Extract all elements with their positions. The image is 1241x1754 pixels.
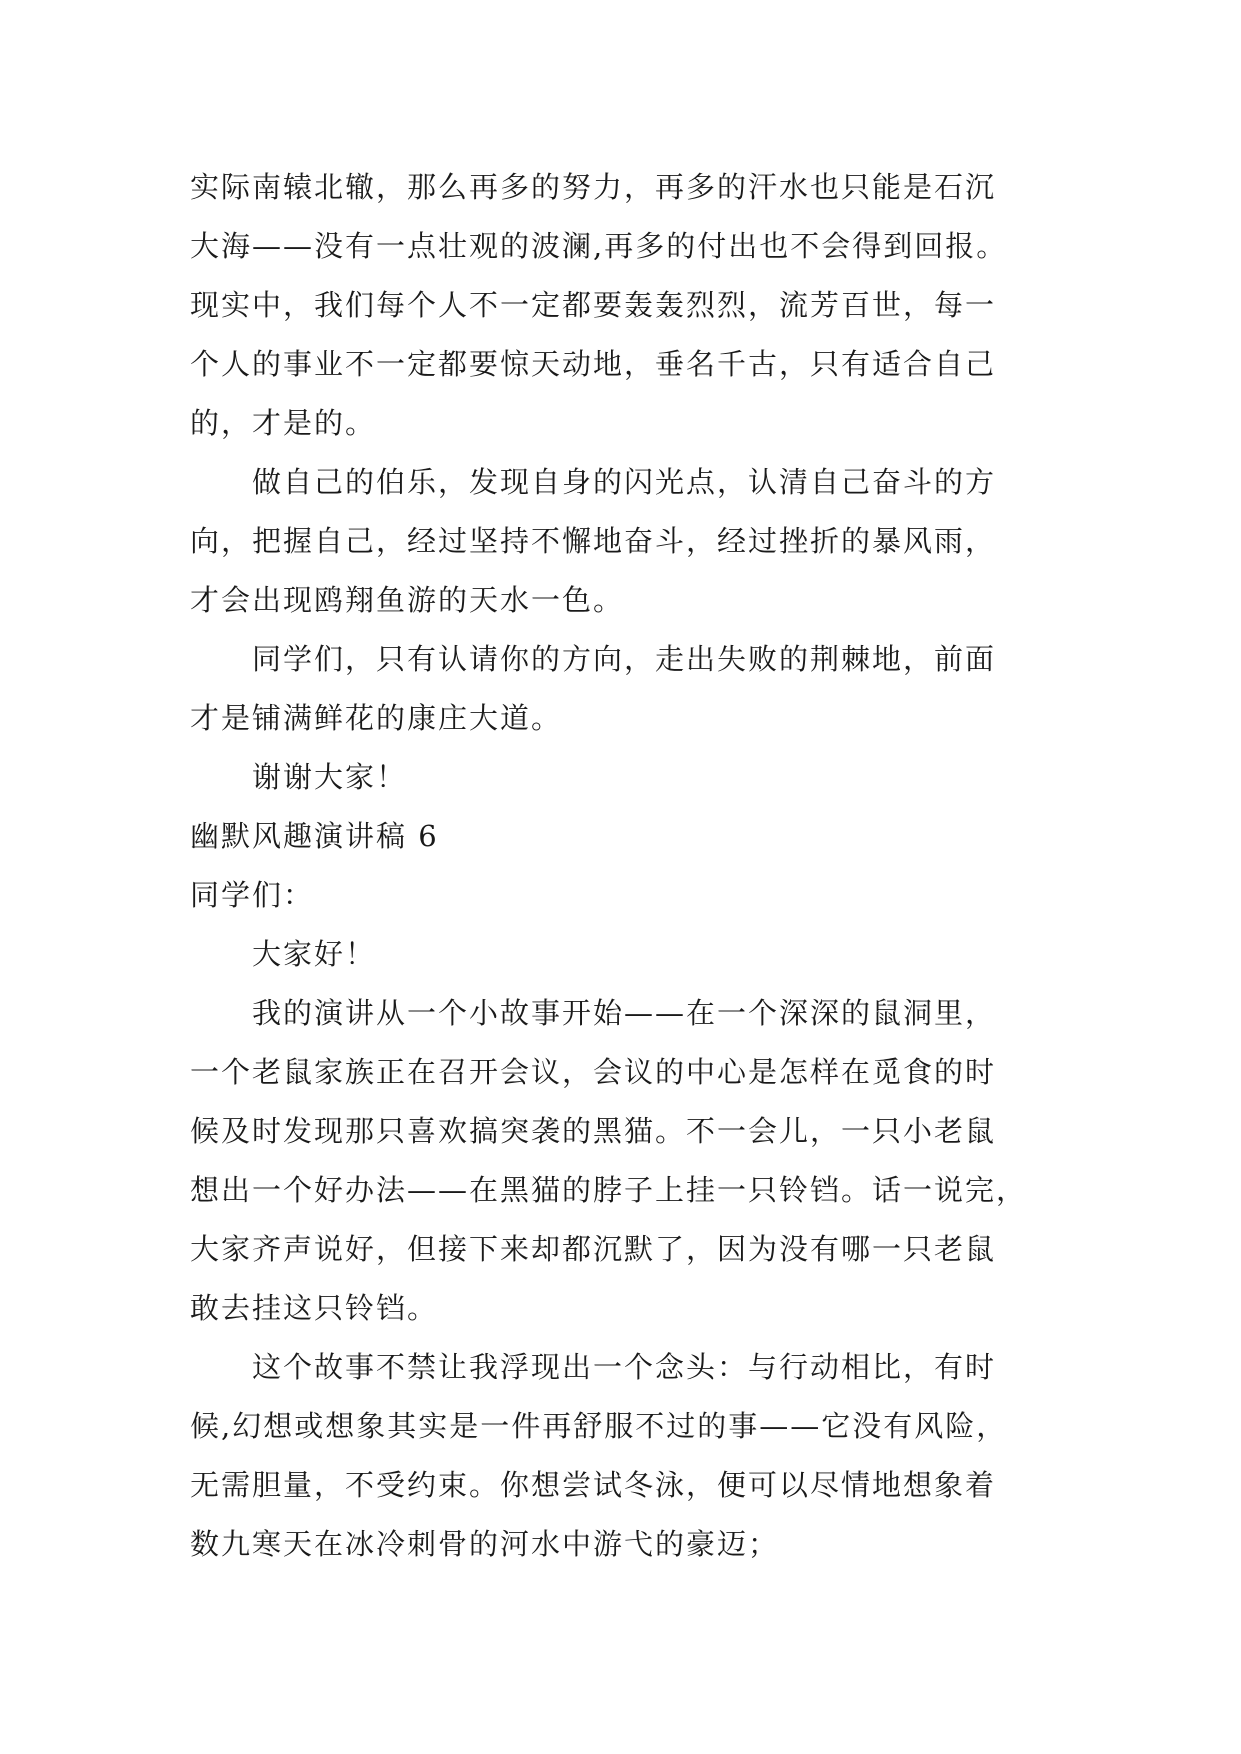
paragraph-first-line: 做自己的伯乐，发现自身的闪光点，认清自己奋斗的方 [252, 465, 997, 499]
text-line: 大海——没有一点壮观的波澜,再多的付出也不会得到回报。 [190, 229, 1008, 263]
text-line: 现实中，我们每个人不一定都要轰轰烈烈，流芳百世，每一 [190, 288, 997, 322]
text-line: 个人的事业不一定都要惊天动地，垂名千古，只有适合自己 [190, 347, 997, 381]
closing-line: 谢谢大家！ [252, 760, 408, 794]
text-line: 无需胆量，不受约束。你想尝试冬泳，便可以尽情地想象着 [190, 1468, 997, 1502]
document-body [190, 158, 1070, 1574]
text-line: 才是铺满鲜花的康庄大道。 [190, 701, 563, 735]
text-line: 向，把握自己，经过坚持不懈地奋斗，经过挫折的暴风雨， [190, 524, 997, 558]
section-heading: 幽默风趣演讲稿 6 [190, 819, 439, 853]
paragraph-first-line: 同学们，只有认请你的方向，走出失败的荆棘地，前面 [252, 642, 997, 676]
text-line: 大家齐声说好，但接下来却都沉默了，因为没有哪一只老鼠 [190, 1232, 997, 1266]
text-line: 一个老鼠家族正在召开会议，会议的中心是怎样在觅食的时 [190, 1055, 997, 1089]
salutation: 同学们： [190, 878, 315, 912]
text-line: 想出一个好办法——在黑猫的脖子上挂一只铃铛。话一说完， [190, 1173, 1028, 1207]
greeting: 大家好！ [252, 937, 377, 971]
text-line: 候,幻想或想象其实是一件再舒服不过的事——它没有风险， [190, 1409, 1008, 1443]
paragraph-first-line: 我的演讲从一个小故事开始——在一个深深的鼠洞里， [252, 996, 997, 1030]
text-line: 实际南辕北辙，那么再多的努力，再多的汗水也只能是石沉 [190, 170, 997, 204]
paragraph-first-line: 这个故事不禁让我浮现出一个念头：与行动相比，有时 [252, 1350, 997, 1384]
text-line: 数九寒天在冰冷刺骨的河水中游弋的豪迈； [190, 1527, 780, 1561]
text-line: 敢去挂这只铃铛。 [190, 1291, 439, 1325]
text-line: 候及时发现那只喜欢搞突袭的黑猫。不一会儿，一只小老鼠 [190, 1114, 997, 1148]
text-line: 才会出现鸥翔鱼游的天水一色。 [190, 583, 625, 617]
text-line: 的，才是的。 [190, 406, 377, 440]
